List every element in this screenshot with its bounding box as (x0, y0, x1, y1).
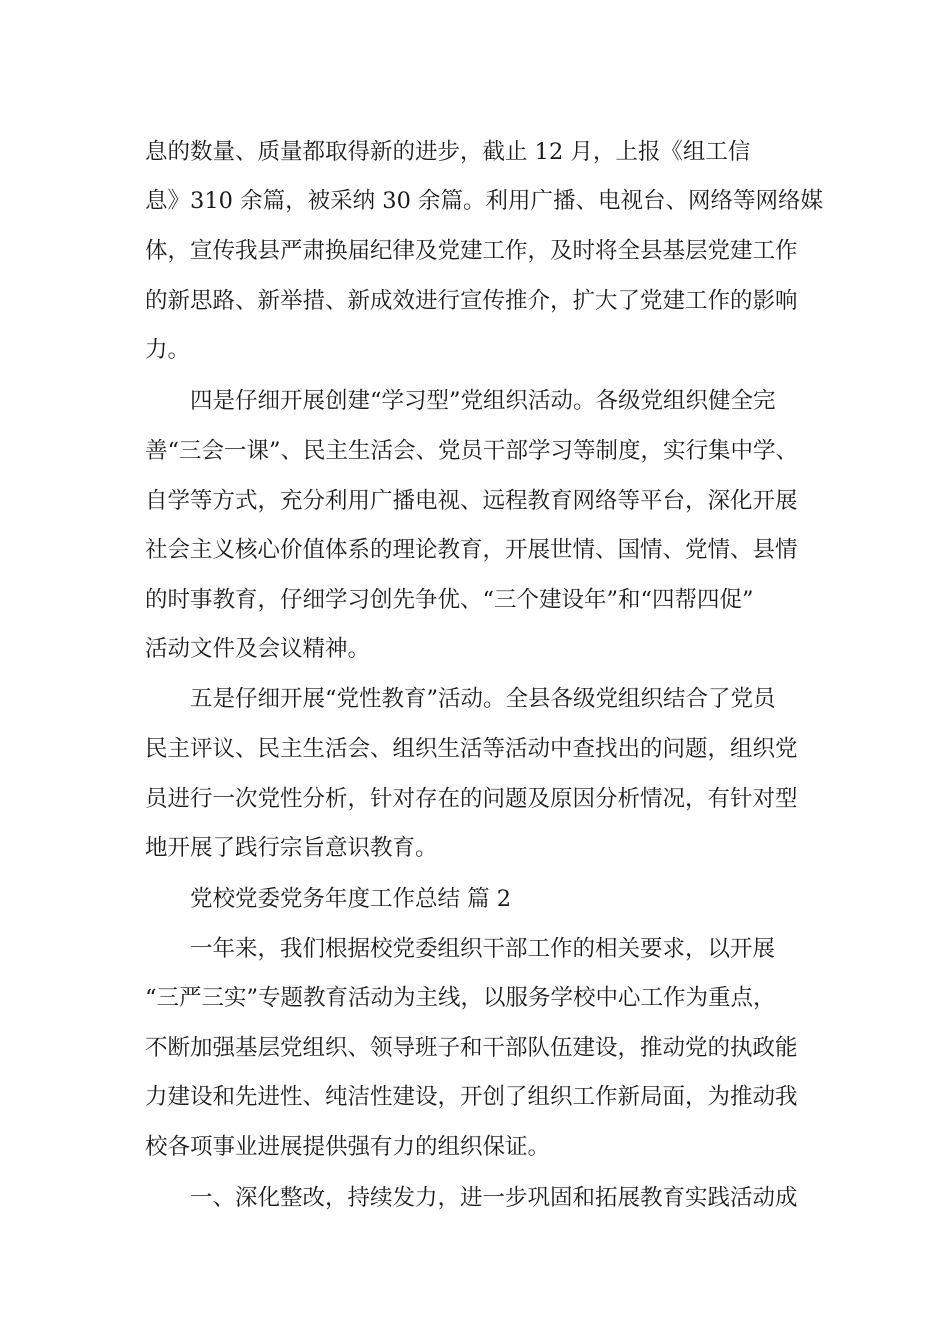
text-line: 体，宣传我县严肃换届纪律及党建工作，及时将全县基层党建工作 (145, 238, 798, 264)
text-line: 校各项事业进展提供强有力的组织保证。 (145, 1134, 551, 1160)
text-line: 四是仔细开展创建“学习型”党组织活动。各级党组织健全完 (145, 388, 776, 414)
text-line: 息》310 余篇，被采纳 30 余篇。利用广播、电视台、网络等网络媒 (145, 188, 824, 214)
text-line: 活动文件及会议精神。 (145, 636, 371, 662)
text-line: 地开展了践行宗旨意识教育。 (145, 835, 438, 861)
text-line: 力建设和先进性、纯洁性建设，开创了组织工作新局面，为推动我 (145, 1084, 798, 1110)
text-line: “三严三实”专题教育活动为主线，以服务学校中心工作为重点， (145, 985, 776, 1011)
text-line: 一年来，我们根据校党委组织干部工作的相关要求，以开展 (145, 936, 776, 962)
text-line: 五是仔细开展“党性教育”活动。全县各级党组织结合了党员 (145, 686, 776, 712)
text-line: 自学等方式，充分利用广播电视、远程教育网络等平台，深化开展 (145, 488, 798, 514)
text-line: 社会主义核心价值体系的理论教育，开展世情、国情、党情、县情 (145, 537, 798, 563)
text-line: 一、深化整改，持续发力，进一步巩固和拓展教育实践活动成 (145, 1185, 798, 1211)
text-line: 的新思路、新举措、新成效进行宣传推介，扩大了党建工作的影响 (145, 288, 798, 314)
section-heading: 党校党委党务年度工作总结 篇 2 (145, 886, 512, 912)
text-line: 员进行一次党性分析，针对存在的问题及原因分析情况，有针对型 (145, 786, 798, 812)
text-line: 的时事教育，仔细学习创先争优、“三个建设年”和“四帮四促” (145, 587, 754, 613)
text-line: 善“三会一课”、民主生活会、党员干部学习等制度，实行集中学、 (145, 438, 799, 464)
text-line: 不断加强基层党组织、领导班子和干部队伍建设，推动党的执政能 (145, 1035, 798, 1061)
text-line: 民主评议、民主生活会、组织生活等活动中查找出的问题，组织党 (145, 736, 798, 762)
text-line: 息的数量、质量都取得新的进步，截止 12 月，上报《组工信 (145, 139, 751, 165)
text-line: 力。 (145, 337, 191, 363)
